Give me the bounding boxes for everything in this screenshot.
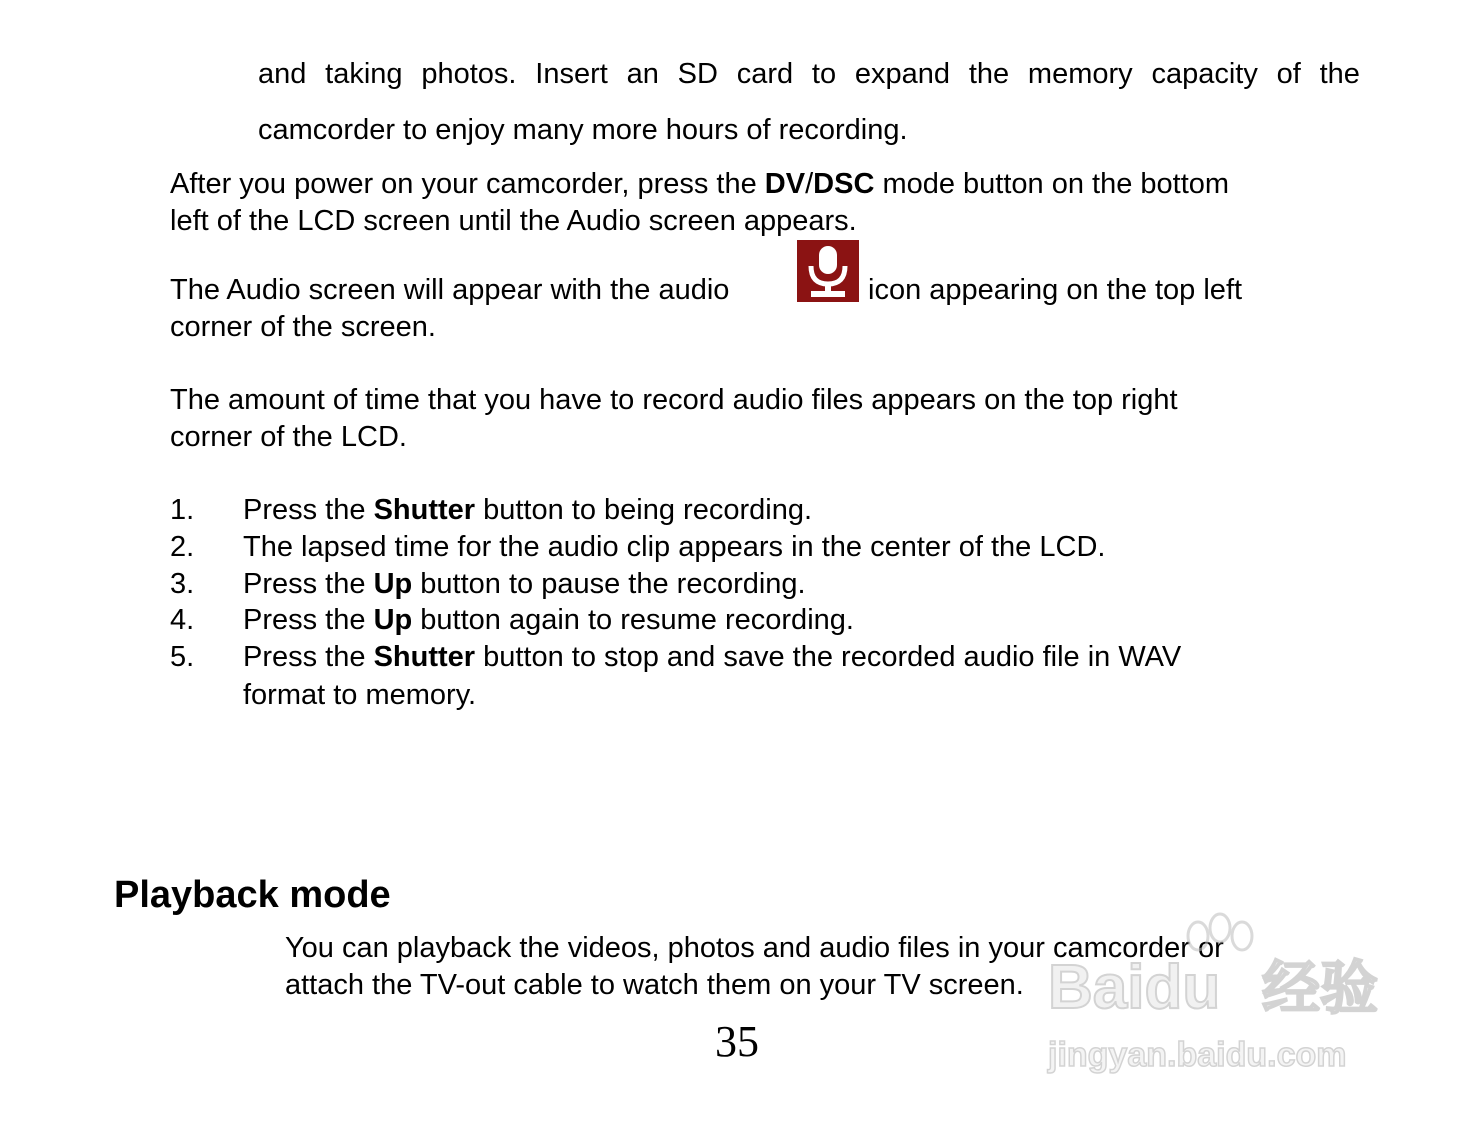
intro-line-2: camcorder to enjoy many more hours of recording. xyxy=(258,114,908,146)
step-4-text-c: button again to resume recording. xyxy=(412,604,854,636)
step-4-text-a: Press the xyxy=(243,604,374,636)
para1-line-2: left of the LCD screen until the Audio screen appears. xyxy=(170,205,857,237)
intro-word: photos. xyxy=(421,58,517,90)
watermark-brand: Baidu xyxy=(1048,953,1221,1022)
intro-word: and xyxy=(258,58,307,90)
watermark-url: jingyan.baidu.com xyxy=(1048,1036,1347,1074)
para2-line-2: corner of the screen. xyxy=(170,311,436,343)
para2-line-1b xyxy=(868,272,1242,309)
intro-word: an xyxy=(626,58,659,90)
para1-text-a: After you power on your camcorder, press the xyxy=(170,168,765,200)
section-heading: Playback mode xyxy=(114,874,391,916)
para2-text-a: The Audio screen will appear with the audio xyxy=(170,274,730,306)
up-label: Up xyxy=(373,568,413,600)
section-line-2: attach the TV-out cable to watch them on your TV screen. xyxy=(285,969,1024,1001)
dv-label: DV xyxy=(764,168,806,200)
dsc-label: DSC xyxy=(813,168,875,200)
step-5-text-c: button to stop and save the recorded audio file in WAV xyxy=(475,641,1182,673)
step-3-text xyxy=(243,566,806,603)
step-1-number: 1. xyxy=(170,494,195,526)
intro-word: to xyxy=(811,58,837,90)
dv-dsc-separator: / xyxy=(805,168,814,200)
step-3-text-a: Press the xyxy=(243,568,374,600)
para1-text-c: mode button on the bottom xyxy=(874,168,1230,200)
watermark-cn: 经验 xyxy=(1262,954,1379,1022)
section-line-1: You can playback the videos, photos and audio files in your camcorder or xyxy=(285,932,1224,964)
intro-word: expand xyxy=(854,58,951,90)
step-3-text-c: button to pause the recording. xyxy=(412,568,806,600)
para3-line-2: corner of the LCD. xyxy=(170,421,407,453)
step-4-text xyxy=(243,602,854,639)
intro-word: the xyxy=(1319,58,1360,90)
intro-word: memory xyxy=(1027,58,1133,90)
step-1-text-c: button to being recording. xyxy=(475,494,813,526)
step-5-text xyxy=(243,639,1181,676)
step-2-text: The lapsed time for the audio clip appears in the center of the LCD. xyxy=(243,531,1106,563)
step-1-text xyxy=(243,492,812,529)
microphone-icon xyxy=(797,240,859,302)
baidu-watermark xyxy=(1040,908,1400,1088)
step-5-text-continued: format to memory. xyxy=(243,679,477,711)
page-number: 35 xyxy=(715,1017,759,1066)
para2-text-b: icon appearing on the top left xyxy=(868,274,1243,306)
step-3-number: 3. xyxy=(170,568,195,600)
intro-word: of xyxy=(1276,58,1301,90)
para2-line-1 xyxy=(170,272,729,309)
intro-line-1 xyxy=(258,56,1360,93)
intro-word: the xyxy=(968,58,1010,90)
para3-line-1: The amount of time that you have to record audio files appears on the top right xyxy=(170,384,1178,416)
intro-word: taking xyxy=(325,58,403,90)
intro-word: card xyxy=(736,58,794,90)
step-1-text-a: Press the xyxy=(243,494,374,526)
step-4-number: 4. xyxy=(170,604,195,636)
step-5-text-a: Press the xyxy=(243,641,374,673)
intro-word: Insert xyxy=(535,58,608,90)
intro-word: SD xyxy=(677,58,718,90)
step-2-number: 2. xyxy=(170,531,195,563)
para1-line-1 xyxy=(170,166,1229,203)
shutter-label: Shutter xyxy=(373,641,476,673)
step-5-number: 5. xyxy=(170,641,195,673)
intro-word: capacity xyxy=(1151,58,1258,90)
up-label: Up xyxy=(373,604,413,636)
shutter-label: Shutter xyxy=(373,494,476,526)
